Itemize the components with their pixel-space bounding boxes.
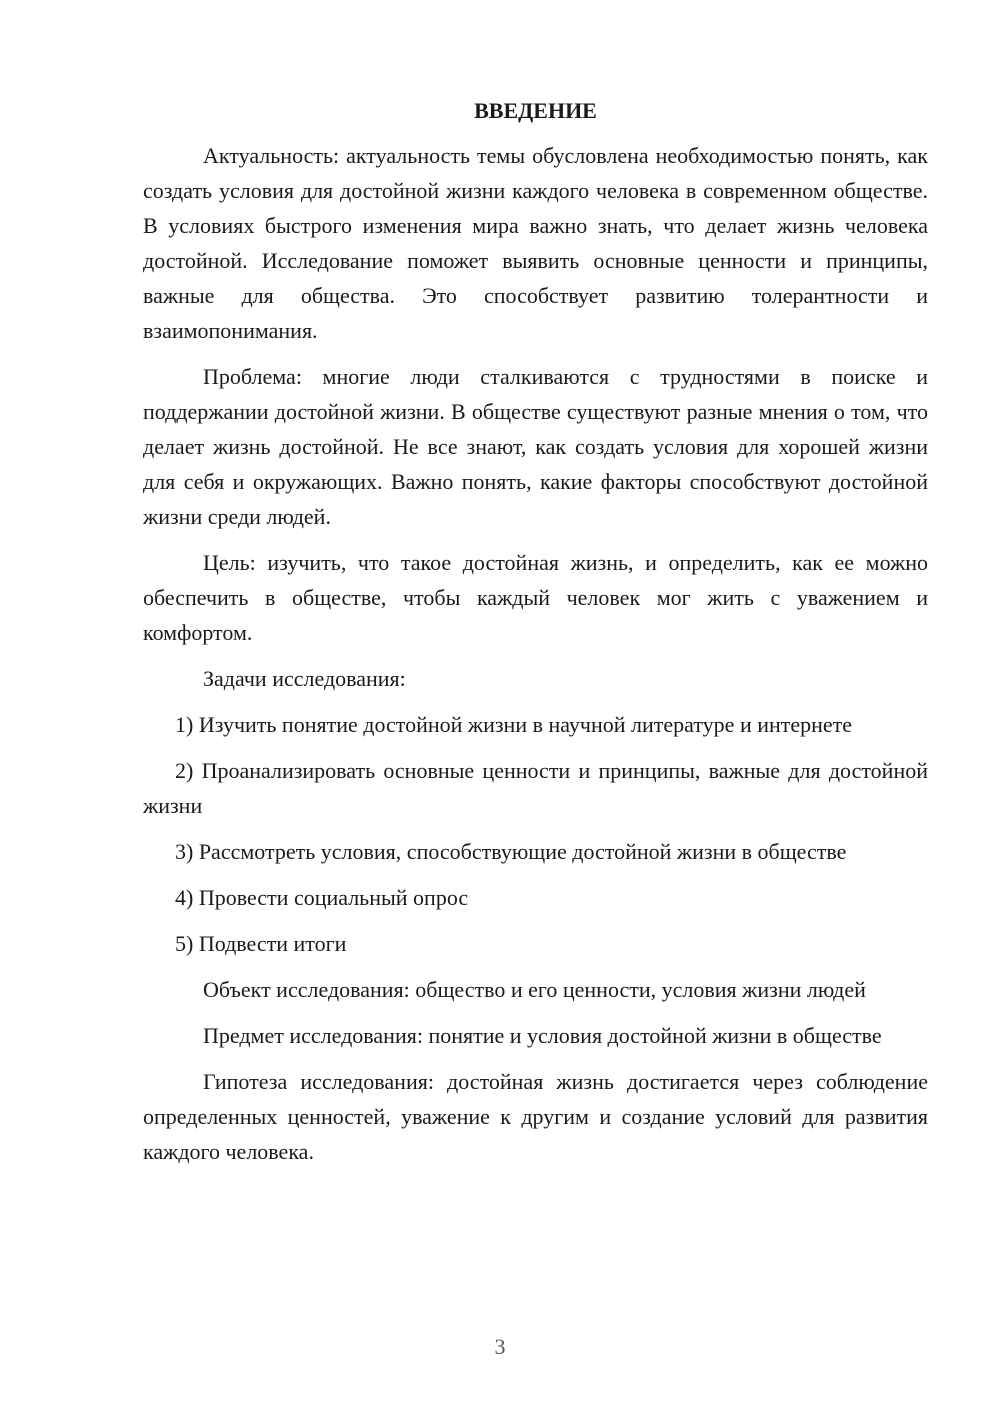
page-number: 3 [494,1334,506,1359]
task-item: 3) Рассмотреть условия, способствующие достойной жизни в обществе [175,839,847,864]
object-paragraph: Объект исследования: общество и его ценности, условия жизни людей [203,977,866,1002]
task-item: 5) Подвести итоги [175,931,347,956]
task-item: 2) Проанализировать основные ценности и принципы, важные для достойной жизни [143,758,928,818]
problem-paragraph: Проблема: многие люди сталкиваются с трудностями в поиске и поддержании достойной жизни. В обществе существуют разные мнения о том, что делает жизнь достойной. Не все знают, как создать условия для хорошей жизни для себя и окружающих. Важно понять, какие факторы способствуют достойной жизни среди людей. [143,364,928,529]
relevance-paragraph: Актуальность: актуальность темы обусловлена необходимостью понять, как создать условия для достойной жизни каждого человека в современном обществе. В условиях быстрого изменения мира важно знать, что делает жизнь человека достойной. Исследование поможет выявить основные ценности и принципы, важные для общества. Это способствует развитию толерантности и взаимопонимания. [143,143,928,343]
hypothesis-paragraph: Гипотеза исследования: достойная жизнь достигается через соблюдение определенных ценностей, уважение к другим и создание условий для развития каждого человека. [143,1069,928,1164]
section-title: ВВЕДЕНИЕ [474,98,597,123]
subject-paragraph: Предмет исследования: понятие и условия достойной жизни в обществе [203,1023,882,1048]
goal-paragraph: Цель: изучить, что такое достойная жизнь, и определить, как ее можно обеспечить в обществе, чтобы каждый человек мог жить с уважением и комфортом. [143,550,928,645]
document-page [143,96,928,1180]
task-item: 4) Провести социальный опрос [175,885,469,910]
tasks-heading: Задачи исследования: [203,666,406,691]
task-item: 1) Изучить понятие достойной жизни в научной литературе и интернете [175,712,853,737]
